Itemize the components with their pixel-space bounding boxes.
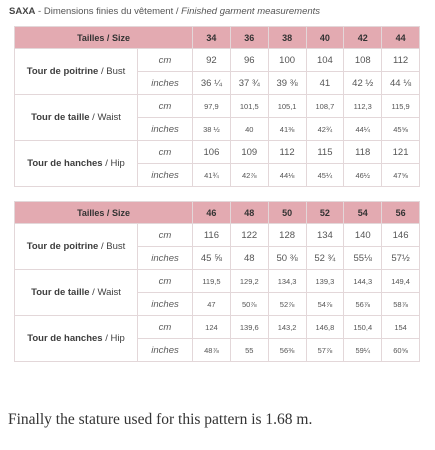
- size-cell: 38: [268, 27, 306, 49]
- measurement-value: 115: [306, 141, 344, 164]
- measurement-value: 56⅞: [344, 293, 382, 316]
- size-label-fr: Tailles: [77, 207, 105, 218]
- measurement-table-2: [14, 201, 420, 362]
- measurement-label: Tour de taille / Waist: [15, 95, 138, 141]
- size-header-label: Tailles / Size: [15, 27, 193, 49]
- measurement-value: 118: [344, 141, 382, 164]
- measurement-value: 37 ¾: [230, 72, 268, 95]
- measurement-value: 47⅝: [382, 164, 420, 187]
- measurement-value: 116: [193, 224, 231, 247]
- size-header-row: [15, 27, 420, 49]
- size-label-en: Size: [111, 32, 130, 43]
- unit-label: cm: [138, 49, 193, 72]
- measurement-label-fr: Tour de poitrine: [26, 66, 99, 77]
- measurement-value: 42 ½: [344, 72, 382, 95]
- size-cell: 50: [268, 202, 306, 224]
- measurement-label-en: Bust: [106, 66, 126, 77]
- measurement-value: 109: [230, 141, 268, 164]
- size-cell: 34: [193, 27, 231, 49]
- measurement-value: 112: [382, 49, 420, 72]
- measurement-value: 115,9: [382, 95, 420, 118]
- measurement-value: 121: [382, 141, 420, 164]
- measurement-value: 44 ⅛: [382, 72, 420, 95]
- measurement-value: 112,3: [344, 95, 382, 118]
- measurement-value: 40: [230, 118, 268, 141]
- measurement-value: 52 ¾: [306, 247, 344, 270]
- measurement-value: 47: [193, 293, 231, 316]
- measurement-value: 57⅞: [306, 339, 344, 362]
- measurement-value: 45 ⅝: [193, 247, 231, 270]
- size-header-row: [15, 202, 420, 224]
- measurement-value: 44⅛: [268, 164, 306, 187]
- measurement-value: 44¼: [344, 118, 382, 141]
- size-cell: 44: [382, 27, 420, 49]
- measurement-value: 56⅜: [268, 339, 306, 362]
- measurement-value: 41⅜: [268, 118, 306, 141]
- measurement-value: 41¾: [193, 164, 231, 187]
- measurement-value: 48⅞: [193, 339, 231, 362]
- measurement-value: 55⅛: [344, 247, 382, 270]
- measurement-label: Tour de hanches / Hip: [15, 316, 138, 362]
- measurement-value: 150,4: [344, 316, 382, 339]
- measurement-value: 39 ⅜: [268, 72, 306, 95]
- measurement-value: 106: [193, 141, 231, 164]
- measurement-value: 38 ½: [193, 118, 231, 141]
- size-cell: 40: [306, 27, 344, 49]
- measurement-value: 58⅞: [382, 293, 420, 316]
- measurement-value: 97,9: [193, 95, 231, 118]
- unit-label: inches: [138, 247, 193, 270]
- measurement-value: 134,3: [268, 270, 306, 293]
- measurement-label: Tour de hanches / Hip: [15, 141, 138, 187]
- measurement-value: 108,7: [306, 95, 344, 118]
- measurement-label: Tour de poitrine / Bust: [15, 224, 138, 270]
- measurement-value: 140: [344, 224, 382, 247]
- measurement-label-fr: Tour de taille: [31, 112, 90, 123]
- measurement-value: 122: [230, 224, 268, 247]
- measurement-value: 144,3: [344, 270, 382, 293]
- unit-label: inches: [138, 293, 193, 316]
- measurement-value: 146,8: [306, 316, 344, 339]
- unit-label: cm: [138, 141, 193, 164]
- size-cell: 52: [306, 202, 344, 224]
- brand-name: SAXA: [9, 6, 36, 17]
- unit-label: inches: [138, 164, 193, 187]
- unit-label: cm: [138, 316, 193, 339]
- measurement-label-en: Hip: [110, 333, 125, 344]
- heading-slash: /: [173, 6, 182, 17]
- measurement-value: 139,3: [306, 270, 344, 293]
- measurement-value: 100: [268, 49, 306, 72]
- measurement-value: 57½: [382, 247, 420, 270]
- measurement-value: 119,5: [193, 270, 231, 293]
- measurement-label-fr: Tour de poitrine: [26, 241, 99, 252]
- measurement-value: 112: [268, 141, 306, 164]
- measurement-label: Tour de poitrine / Bust: [15, 49, 138, 95]
- measurement-value: 45⅝: [382, 118, 420, 141]
- measurement-value: 50 ⅜: [268, 247, 306, 270]
- measurement-value: 59¼: [344, 339, 382, 362]
- measurement-value: 42¾: [306, 118, 344, 141]
- measurement-value: 104: [306, 49, 344, 72]
- measurement-value: 154: [382, 316, 420, 339]
- measurement-value: 60⅝: [382, 339, 420, 362]
- measurement-label-fr: Tour de hanches: [27, 333, 103, 344]
- size-header-label: Tailles / Size: [15, 202, 193, 224]
- measurement-row-cm: [15, 270, 420, 293]
- size-cell: 42: [344, 27, 382, 49]
- measurement-label: Tour de taille / Waist: [15, 270, 138, 316]
- measurement-value: 45¼: [306, 164, 344, 187]
- heading-english: Finished garment measurements: [181, 6, 321, 17]
- measurement-table-1: [14, 26, 420, 187]
- measurement-value: 92: [193, 49, 231, 72]
- measurement-row-cm: [15, 224, 420, 247]
- size-cell: 56: [382, 202, 420, 224]
- measurement-label-en: Waist: [97, 112, 121, 123]
- measurement-row-cm: [15, 141, 420, 164]
- measurement-label-en: Waist: [97, 287, 121, 298]
- document-heading: [9, 6, 320, 17]
- measurement-row-cm: [15, 49, 420, 72]
- measurement-value: 52⅞: [268, 293, 306, 316]
- stature-note: Finally the stature used for this pattern is 1.68 m.: [8, 411, 313, 428]
- unit-label: cm: [138, 95, 193, 118]
- measurement-value: 101,5: [230, 95, 268, 118]
- measurement-value: 146: [382, 224, 420, 247]
- measurement-value: 129,2: [230, 270, 268, 293]
- size-cell: 46: [193, 202, 231, 224]
- measurement-value: 42⅞: [230, 164, 268, 187]
- unit-label: cm: [138, 224, 193, 247]
- size-cell: 36: [230, 27, 268, 49]
- size-label-fr: Tailles: [77, 32, 105, 43]
- measurement-value: 41: [306, 72, 344, 95]
- unit-label: inches: [138, 118, 193, 141]
- measurement-row-cm: [15, 316, 420, 339]
- heading-separator: -: [35, 6, 44, 17]
- unit-label: inches: [138, 339, 193, 362]
- measurement-value: 54⅞: [306, 293, 344, 316]
- measurement-value: 143,2: [268, 316, 306, 339]
- size-cell: 54: [344, 202, 382, 224]
- measurement-value: 36 ¼: [193, 72, 231, 95]
- measurement-value: 149,4: [382, 270, 420, 293]
- measurement-row-cm: [15, 95, 420, 118]
- unit-label: inches: [138, 72, 193, 95]
- measurement-value: 128: [268, 224, 306, 247]
- measurement-value: 96: [230, 49, 268, 72]
- measurement-value: 48: [230, 247, 268, 270]
- measurement-value: 105,1: [268, 95, 306, 118]
- measurement-value: 139,6: [230, 316, 268, 339]
- measurement-value: 124: [193, 316, 231, 339]
- unit-label: cm: [138, 270, 193, 293]
- size-label-en: Size: [111, 207, 130, 218]
- size-cell: 48: [230, 202, 268, 224]
- measurement-label-en: Bust: [106, 241, 126, 252]
- measurement-label-fr: Tour de taille: [31, 287, 90, 298]
- measurement-value: 108: [344, 49, 382, 72]
- measurement-value: 50⅞: [230, 293, 268, 316]
- measurement-value: 134: [306, 224, 344, 247]
- measurement-value: 55: [230, 339, 268, 362]
- measurement-value: 46½: [344, 164, 382, 187]
- measurement-label-en: Hip: [110, 158, 125, 169]
- heading-french: Dimensions finies du vêtement: [43, 6, 174, 17]
- measurement-label-fr: Tour de hanches: [27, 158, 103, 169]
